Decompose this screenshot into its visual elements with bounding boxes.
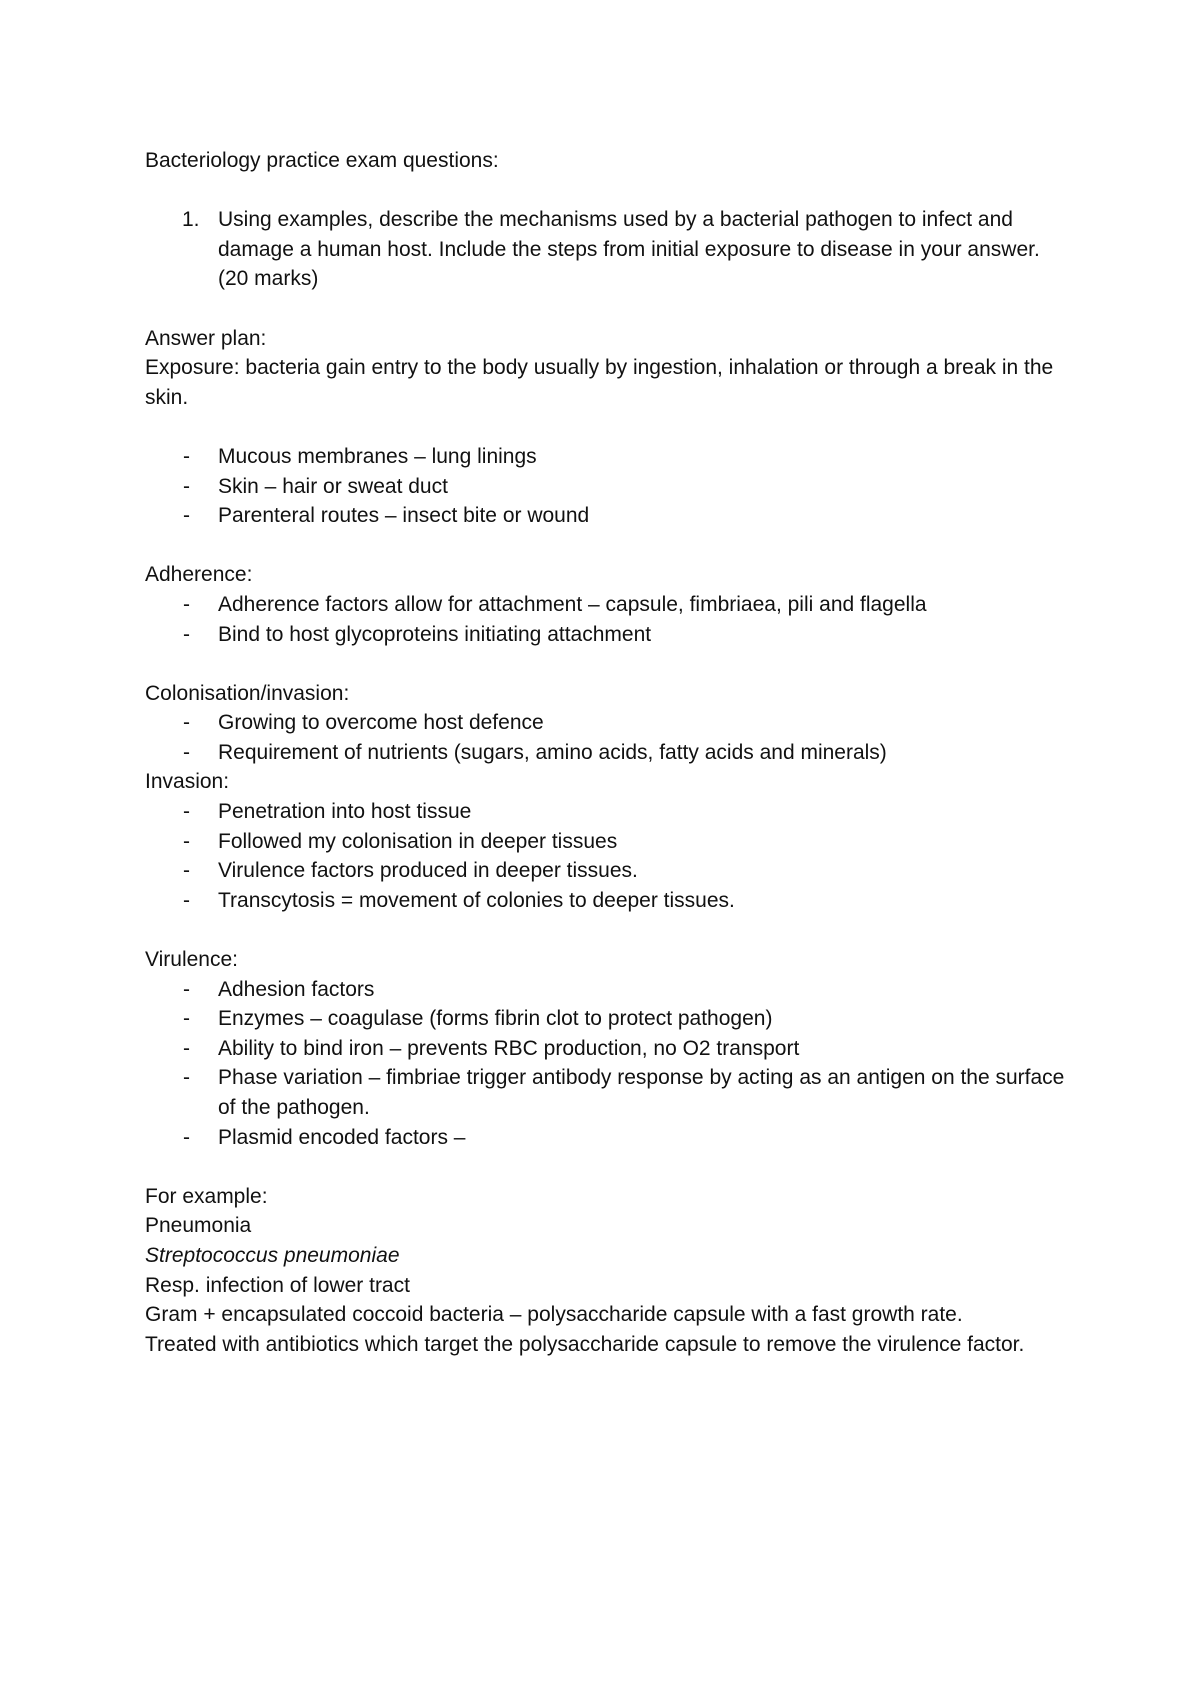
list-item: - Ability to bind iron – prevents RBC production, no O2 transport bbox=[145, 1034, 1065, 1064]
dash-bullet: - bbox=[183, 592, 190, 616]
list-item: - Plasmid encoded factors – bbox=[145, 1123, 1065, 1153]
list-item: - Adhesion factors bbox=[145, 975, 1065, 1005]
list-item: - Adherence factors allow for attachment – capsule, fimbriaea, pili and flagella bbox=[145, 590, 1065, 620]
list-item: - Followed my colonisation in deeper tissues bbox=[145, 827, 1065, 857]
spacer bbox=[145, 649, 1065, 679]
list-item: - Penetration into host tissue bbox=[145, 797, 1065, 827]
question-1 bbox=[145, 205, 1065, 294]
dash-bullet: - bbox=[183, 1007, 190, 1031]
list-item: - Requirement of nutrients (sugars, amino acids, fatty acids and minerals) bbox=[145, 738, 1065, 768]
exposure-text: Exposure: bacteria gain entry to the body usually by ingestion, inhalation or through a break in the skin. bbox=[145, 356, 1054, 409]
spacer bbox=[145, 915, 1065, 945]
adherence-list bbox=[145, 590, 1065, 649]
invasion-heading: Invasion: bbox=[145, 770, 230, 794]
dash-bullet: - bbox=[183, 829, 190, 853]
dash-bullet: - bbox=[183, 740, 190, 764]
example-infection: Resp. infection of lower tract bbox=[145, 1273, 410, 1297]
invasion-list bbox=[145, 797, 1065, 915]
list-item: - Virulence factors produced in deeper tissues. bbox=[145, 856, 1065, 886]
spacer bbox=[145, 412, 1065, 442]
example-organism: Streptococcus pneumoniae bbox=[145, 1243, 400, 1267]
list-item: - Growing to overcome host defence bbox=[145, 708, 1065, 738]
list-item: - Bind to host glycoproteins initiating attachment bbox=[145, 620, 1065, 650]
adherence-heading: Adherence: bbox=[145, 563, 253, 587]
answer-plan-heading: Answer plan: bbox=[145, 326, 267, 350]
dash-bullet: - bbox=[183, 444, 190, 468]
list-item: - Transcytosis = movement of colonies to deeper tissues. bbox=[145, 886, 1065, 916]
document-content bbox=[145, 146, 1065, 1359]
dash-bullet: - bbox=[183, 859, 190, 883]
example-heading: For example: bbox=[145, 1184, 268, 1208]
colonisation-list bbox=[145, 708, 1065, 767]
spacer bbox=[145, 294, 1065, 324]
question-text: Using examples, describe the mechanisms used by a bacterial pathogen to infect and damage a human host. Include the steps from initial exposure to disease in your answer. (20 marks) bbox=[218, 208, 1040, 291]
dash-bullet: - bbox=[183, 1125, 190, 1149]
question-list bbox=[145, 205, 1065, 294]
dash-bullet: - bbox=[183, 622, 190, 646]
dash-bullet: - bbox=[183, 888, 190, 912]
question-number: 1. bbox=[182, 208, 200, 232]
list-item: - Phase variation – fimbriae trigger antibody response by acting as an antigen on the surface of the pathogen. bbox=[145, 1063, 1065, 1122]
colonisation-heading: Colonisation/invasion: bbox=[145, 681, 350, 705]
dash-bullet: - bbox=[183, 504, 190, 528]
spacer bbox=[145, 1152, 1065, 1182]
spacer bbox=[145, 176, 1065, 206]
dash-bullet: - bbox=[183, 1036, 190, 1060]
list-item: - Mucous membranes – lung linings bbox=[145, 442, 1065, 472]
dash-bullet: - bbox=[183, 1066, 190, 1090]
virulence-list bbox=[145, 975, 1065, 1153]
virulence-heading: Virulence: bbox=[145, 948, 239, 972]
list-item: - Enzymes – coagulase (forms fibrin clot to protect pathogen) bbox=[145, 1004, 1065, 1034]
dash-bullet: - bbox=[183, 977, 190, 1001]
list-item: - Parenteral routes – insect bite or wound bbox=[145, 501, 1065, 531]
dash-bullet: - bbox=[183, 474, 190, 498]
spacer bbox=[145, 531, 1065, 561]
example-disease: Pneumonia bbox=[145, 1214, 252, 1238]
example-description: Gram + encapsulated coccoid bacteria – polysaccharide capsule with a fast growth rate. bbox=[145, 1303, 963, 1327]
dash-bullet: - bbox=[183, 711, 190, 735]
dash-bullet: - bbox=[183, 800, 190, 824]
exposure-list bbox=[145, 442, 1065, 531]
example-treatment: Treated with antibiotics which target the polysaccharide capsule to remove the virulence factor. bbox=[145, 1332, 1025, 1356]
document-title: Bacteriology practice exam questions: bbox=[145, 149, 499, 172]
list-item: - Skin – hair or sweat duct bbox=[145, 472, 1065, 502]
